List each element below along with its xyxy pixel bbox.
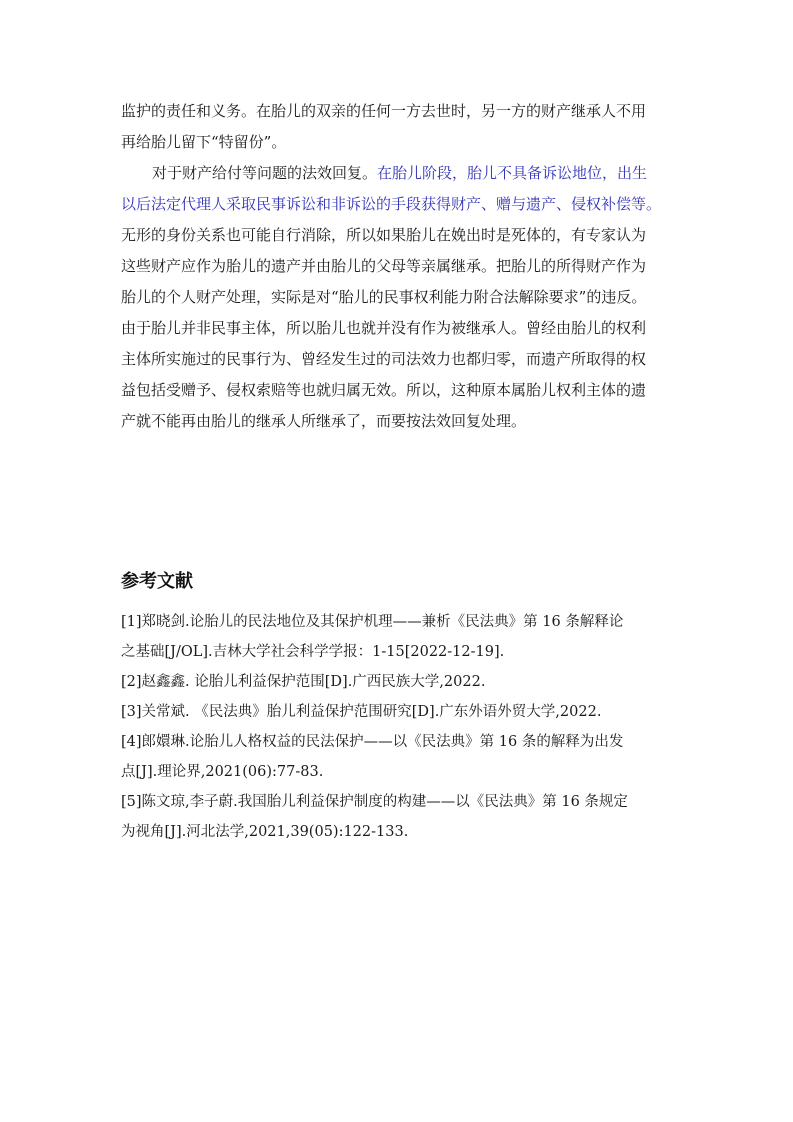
body-line: 监护的责任和义务。在胎儿的双亲的任何一方去世时，另一方的财产继承人不用 (121, 102, 647, 120)
highlighted-line: 以后法定代理人采取民事诉讼和非诉讼的手段获得财产、赠与遗产、侵权补偿等。 (121, 195, 662, 213)
body-line: 这些财产应作为胎儿的遗产并由胎儿的父母等亲属继承。把胎儿的所得财产作为 (121, 257, 647, 275)
body-line: 益包括受赠予、侵权索赔等也就归属无效。所以，这种原本属胎儿权利主体的遗 (121, 381, 647, 399)
plain-text: 对于财产给付等问题的法效回复。 (152, 164, 378, 182)
reference-line: [1]郑晓剑.论胎儿的民法地位及其保护机理——兼析《民法典》第 16 条解释论 (121, 614, 624, 630)
reference-line: [3]关常斌. 《民法典》胎儿利益保护范围研究[D].广东外语外贸大学,2022. (121, 704, 602, 720)
paragraph-start-line (121, 158, 677, 189)
reference-line: [4]郎嬛琳.论胎儿人格权益的民法保护——以《民法典》第 16 条的解释为出发 (121, 734, 624, 750)
body-line: 胎儿的个人财产处理，实际是对“胎儿的民事权利能力附合法解除要求”的违反。 (121, 288, 647, 306)
references-list (121, 607, 681, 847)
body-line: 无形的身份关系也可能自行消除，所以如果胎儿在娩出时是死体的，有专家认为 (121, 226, 647, 244)
body-text (121, 96, 677, 437)
reference-line: 之基础[J/OL].吉林大学社会科学学报：1-15[2022-12-19]. (121, 644, 505, 660)
body-line: 再给胎儿留下“特留份”。 (121, 133, 287, 151)
body-line: 产就不能再由胎儿的继承人所继承了，而要按法效回复处理。 (121, 412, 527, 430)
body-line: 主体所实施过的民事行为、曾经发生过的司法效力也都归零，而遗产所取得的权 (121, 350, 647, 368)
body-line: 由于胎儿并非民事主体，所以胎儿也就并没有作为被继承人。曾经由胎儿的权利 (121, 319, 647, 337)
reference-line: [5]陈文琼,李子蔚.我国胎儿利益保护制度的构建——以《民法典》第 16 条规定 (121, 794, 628, 810)
highlighted-text: 在胎儿阶段，胎儿不具备诉讼地位，出生 (377, 164, 648, 182)
reference-line: 为视角[J].河北法学,2021,39(05):122-133. (121, 824, 409, 840)
references-heading: 参考文献 (121, 571, 193, 592)
reference-line: 点[J].理论界,2021(06):77-83. (121, 764, 324, 780)
reference-line: [2]赵鑫鑫. 论胎儿利益保护范围[D].广西民族大学,2022. (121, 674, 486, 690)
